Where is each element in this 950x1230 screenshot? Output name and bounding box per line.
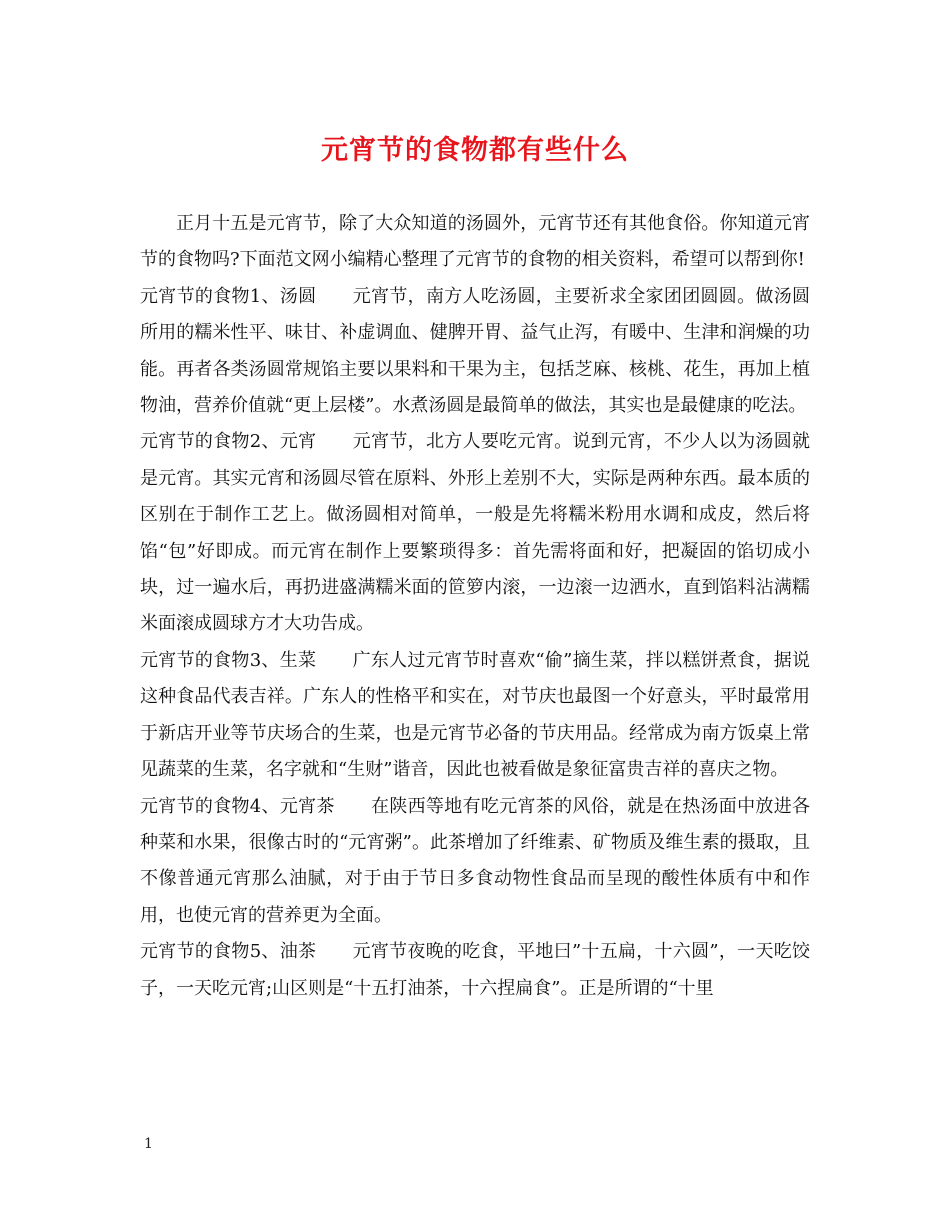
section-text: 元宵节，南方人吃汤圆，主要祈求全家团团圆圆。做汤圆所用的糯米性平、味甘、补虚调血、健脾开胃、益气止泻，有暖中、生津和润燥的功能。再者各类汤圆常规馅主要以果料和干果为主，包括芝麻、核桃、花生，再加上植物油，营养价值就“更上层楼”。水煮汤圆是最简单的做法，其实也是最健康的吃法。 bbox=[140, 285, 810, 417]
section-paragraph bbox=[140, 643, 810, 789]
section-text: 元宵节，北方人要吃元宵。说到元宵，不少人以为汤圆就是元宵。其实元宵和汤圆尽管在原料、外形上差别不大，实际是两种东西。最本质的区别在于制作工艺上。做汤圆相对简单，一般是先将糯米粉用水调和成皮，然后将馅“包”好即成。而元宵在制作上要繁琐得多：首先需将面和好，把凝固的馅切成小块，过一遍水后，再扔进盛满糯米面的笸箩内滚，一边滚一边洒水，直到馅料沾满糯米面滚成圆球方才大功告成。 bbox=[140, 431, 810, 635]
section-heading: 元宵节的食物5、油茶 bbox=[140, 941, 317, 963]
document-body bbox=[140, 206, 810, 1007]
intro-paragraph: 正月十五是元宵节，除了大众知道的汤圆外，元宵节还有其他食俗。你知道元宵节的食物吗?下面范文网小编精心整理了元宵节的食物的相关资料，希望可以帮到你! bbox=[140, 213, 810, 271]
section-paragraph bbox=[140, 279, 810, 425]
section-heading: 元宵节的食物4、元宵茶 bbox=[140, 795, 335, 817]
section-heading: 元宵节的食物2、元宵 bbox=[140, 431, 317, 453]
section-paragraph bbox=[140, 934, 810, 1007]
section-text: 在陕西等地有吃元宵茶的风俗，就是在热汤面中放进各种菜和水果，很像古时的“元宵粥”。此茶增加了纤维素、矿物质及维生素的摄取，且不像普通元宵那么油腻，对于由于节日多食动物性食品而呈现的酸性体质有中和作用，也使元宵的营养更为全面。 bbox=[140, 795, 811, 926]
section-text: 元宵节夜晚的吃食，平地曰”十五扁，十六圆”，一天吃饺子，一天吃元宵;山区则是“十五打油茶，十六捏扁食”。正是所谓的“十里 bbox=[140, 941, 811, 999]
document-title: 元宵节的食物都有些什么 bbox=[321, 135, 629, 166]
section-text: 广东人过元宵节时喜欢“偷”摘生菜，拌以糕饼煮食，据说这种食品代表吉祥。广东人的性格平和实在，对节庆也最图一个好意头，平时最常用于新店开业等节庆场合的生菜，也是元宵节必备的节庆用品。经常成为南方饭桌上常见蔬菜的生菜，名字就和“生财”谐音，因此也被看做是象征富贵吉祥的喜庆之物。 bbox=[140, 649, 811, 781]
section-heading: 元宵节的食物3、生菜 bbox=[140, 649, 317, 671]
section-paragraph bbox=[140, 424, 810, 642]
section-paragraph bbox=[140, 789, 810, 935]
page-number: 1 bbox=[144, 1136, 153, 1152]
section-heading: 元宵节的食物1、汤圆 bbox=[140, 285, 317, 307]
